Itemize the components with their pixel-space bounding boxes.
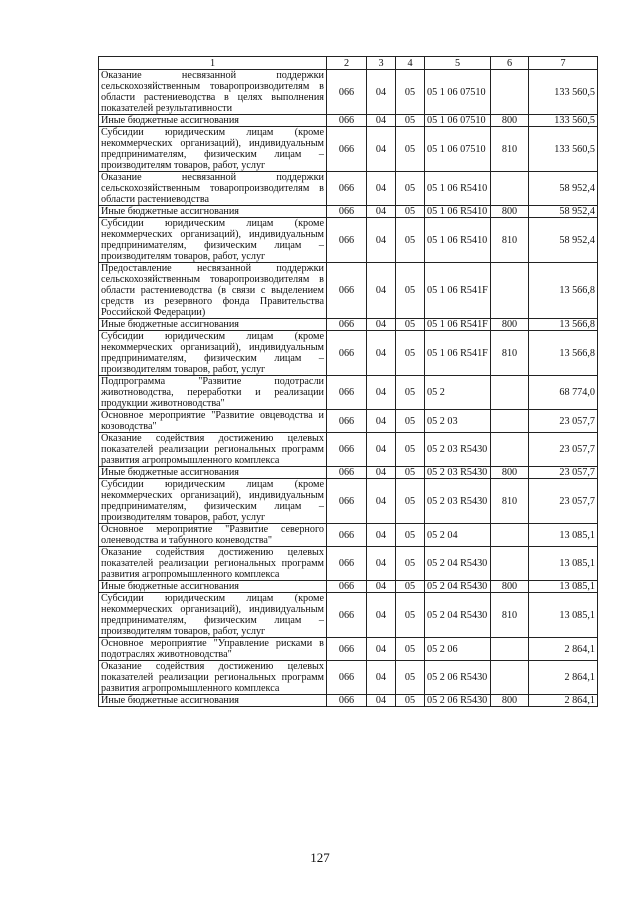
table-row xyxy=(99,127,598,172)
table-row xyxy=(99,695,598,707)
item-name-cell: Основное мероприятие "Развитие северного оленеводства и табунного коневодства" xyxy=(99,524,327,547)
section-code-cell: 04 xyxy=(367,172,396,206)
section-code-cell: 04 xyxy=(367,263,396,319)
subsection-code-cell: 05 xyxy=(396,410,425,433)
target-article-cell: 05 2 03 xyxy=(425,410,491,433)
table-row xyxy=(99,376,598,410)
expense-type-cell xyxy=(491,410,529,433)
ministry-code-cell: 066 xyxy=(327,127,367,172)
amount-cell: 13 085,1 xyxy=(529,547,598,581)
expense-type-cell xyxy=(491,70,529,115)
expense-type-cell: 810 xyxy=(491,593,529,638)
item-name-cell: Иные бюджетные ассигнования xyxy=(99,467,327,479)
item-name-cell: Субсидии юридическим лицам (кроме некоммерческих организаций), индивидуальным предпринимателям, физическим лицам – производителям товаров, работ, услуг xyxy=(99,479,327,524)
expense-type-cell: 810 xyxy=(491,218,529,263)
ministry-code-cell: 066 xyxy=(327,206,367,218)
header-cell: 4 xyxy=(396,57,425,70)
table-row xyxy=(99,172,598,206)
subsection-code-cell: 05 xyxy=(396,172,425,206)
table-row xyxy=(99,206,598,218)
ministry-code-cell: 066 xyxy=(327,263,367,319)
expense-type-cell: 810 xyxy=(491,127,529,172)
table-row xyxy=(99,70,598,115)
table-row xyxy=(99,479,598,524)
table-row xyxy=(99,524,598,547)
amount-cell: 68 774,0 xyxy=(529,376,598,410)
section-code-cell: 04 xyxy=(367,479,396,524)
ministry-code-cell: 066 xyxy=(327,593,367,638)
expense-type-cell xyxy=(491,376,529,410)
subsection-code-cell: 05 xyxy=(396,263,425,319)
item-name-cell: Оказание содействия достижению целевых показателей реализации региональных программ развития агропромышленного комплекса xyxy=(99,661,327,695)
expense-type-cell xyxy=(491,638,529,661)
section-code-cell: 04 xyxy=(367,127,396,172)
subsection-code-cell: 05 xyxy=(396,695,425,707)
section-code-cell: 04 xyxy=(367,319,396,331)
section-code-cell: 04 xyxy=(367,695,396,707)
section-code-cell: 04 xyxy=(367,115,396,127)
expense-type-cell: 800 xyxy=(491,467,529,479)
expense-type-cell: 800 xyxy=(491,206,529,218)
target-article-cell: 05 2 03 R5430 xyxy=(425,433,491,467)
ministry-code-cell: 066 xyxy=(327,172,367,206)
item-name-cell: Подпрограмма "Развитие подотрасли животноводства, переработки и реализации продукции животноводства" xyxy=(99,376,327,410)
subsection-code-cell: 05 xyxy=(396,433,425,467)
target-article-cell: 05 1 06 07510 xyxy=(425,115,491,127)
ministry-code-cell: 066 xyxy=(327,331,367,376)
target-article-cell: 05 2 xyxy=(425,376,491,410)
item-name-cell: Основное мероприятие "Управление рисками в подотраслях животноводства" xyxy=(99,638,327,661)
ministry-code-cell: 066 xyxy=(327,661,367,695)
ministry-code-cell: 066 xyxy=(327,410,367,433)
table-row xyxy=(99,547,598,581)
subsection-code-cell: 05 xyxy=(396,218,425,263)
expense-type-cell: 800 xyxy=(491,319,529,331)
target-article-cell: 05 1 06 R541F xyxy=(425,263,491,319)
subsection-code-cell: 05 xyxy=(396,638,425,661)
section-code-cell: 04 xyxy=(367,433,396,467)
ministry-code-cell: 066 xyxy=(327,433,367,467)
subsection-code-cell: 05 xyxy=(396,376,425,410)
amount-cell: 2 864,1 xyxy=(529,638,598,661)
header-cell: 6 xyxy=(491,57,529,70)
subsection-code-cell: 05 xyxy=(396,467,425,479)
amount-cell: 13 085,1 xyxy=(529,581,598,593)
item-name-cell: Субсидии юридическим лицам (кроме некоммерческих организаций), индивидуальным предпринимателям, физическим лицам – производителям товаров, работ, услуг xyxy=(99,127,327,172)
target-article-cell: 05 1 06 R541F xyxy=(425,331,491,376)
subsection-code-cell: 05 xyxy=(396,479,425,524)
table-header-row xyxy=(99,57,598,70)
expense-type-cell: 810 xyxy=(491,331,529,376)
item-name-cell: Основное мероприятие "Развитие овцеводства и козоводства" xyxy=(99,410,327,433)
amount-cell: 2 864,1 xyxy=(529,695,598,707)
item-name-cell: Субсидии юридическим лицам (кроме некоммерческих организаций), индивидуальным предпринимателям, физическим лицам – производителям товаров, работ, услуг xyxy=(99,593,327,638)
table-row xyxy=(99,433,598,467)
expense-type-cell: 810 xyxy=(491,479,529,524)
amount-cell: 13 566,8 xyxy=(529,319,598,331)
section-code-cell: 04 xyxy=(367,524,396,547)
table-row xyxy=(99,661,598,695)
expense-type-cell xyxy=(491,263,529,319)
expense-type-cell xyxy=(491,172,529,206)
amount-cell: 13 085,1 xyxy=(529,593,598,638)
amount-cell: 133 560,5 xyxy=(529,115,598,127)
amount-cell: 2 864,1 xyxy=(529,661,598,695)
item-name-cell: Иные бюджетные ассигнования xyxy=(99,581,327,593)
section-code-cell: 04 xyxy=(367,331,396,376)
section-code-cell: 04 xyxy=(367,410,396,433)
table-row xyxy=(99,467,598,479)
section-code-cell: 04 xyxy=(367,376,396,410)
target-article-cell: 05 2 04 R5430 xyxy=(425,581,491,593)
expense-type-cell xyxy=(491,661,529,695)
ministry-code-cell: 066 xyxy=(327,479,367,524)
subsection-code-cell: 05 xyxy=(396,319,425,331)
table-row xyxy=(99,581,598,593)
header-cell: 7 xyxy=(529,57,598,70)
item-name-cell: Иные бюджетные ассигнования xyxy=(99,206,327,218)
target-article-cell: 05 2 04 R5430 xyxy=(425,547,491,581)
ministry-code-cell: 066 xyxy=(327,581,367,593)
target-article-cell: 05 2 04 R5430 xyxy=(425,593,491,638)
amount-cell: 58 952,4 xyxy=(529,172,598,206)
amount-cell: 133 560,5 xyxy=(529,127,598,172)
item-name-cell: Оказание несвязанной поддержки сельскохозяйственным товаропроизводителям в области растениеводства в целях выполнения показателей результативности xyxy=(99,70,327,115)
table-row xyxy=(99,115,598,127)
ministry-code-cell: 066 xyxy=(327,115,367,127)
subsection-code-cell: 05 xyxy=(396,547,425,581)
target-article-cell: 05 2 06 R5430 xyxy=(425,661,491,695)
target-article-cell: 05 1 06 R5410 xyxy=(425,206,491,218)
expense-type-cell xyxy=(491,433,529,467)
target-article-cell: 05 1 06 R5410 xyxy=(425,218,491,263)
item-name-cell: Иные бюджетные ассигнования xyxy=(99,319,327,331)
target-article-cell: 05 2 06 R5430 xyxy=(425,695,491,707)
header-cell: 1 xyxy=(99,57,327,70)
amount-cell: 13 566,8 xyxy=(529,331,598,376)
target-article-cell: 05 1 06 07510 xyxy=(425,70,491,115)
amount-cell: 58 952,4 xyxy=(529,206,598,218)
item-name-cell: Субсидии юридическим лицам (кроме некоммерческих организаций), индивидуальным предпринимателям, физическим лицам – производителям товаров, работ, услуг xyxy=(99,218,327,263)
amount-cell: 23 057,7 xyxy=(529,410,598,433)
item-name-cell: Субсидии юридическим лицам (кроме некоммерческих организаций), индивидуальным предпринимателям, физическим лицам – производителям товаров, работ, услуг xyxy=(99,331,327,376)
section-code-cell: 04 xyxy=(367,70,396,115)
section-code-cell: 04 xyxy=(367,593,396,638)
section-code-cell: 04 xyxy=(367,467,396,479)
amount-cell: 23 057,7 xyxy=(529,433,598,467)
ministry-code-cell: 066 xyxy=(327,524,367,547)
expense-type-cell xyxy=(491,547,529,581)
amount-cell: 133 560,5 xyxy=(529,70,598,115)
item-name-cell: Предоставление несвязанной поддержки сельскохозяйственным товаропроизводителям в области растениеводства (в связи с выделением средств из резервного фонда Правительства Российской Федерации) xyxy=(99,263,327,319)
item-name-cell: Иные бюджетные ассигнования xyxy=(99,115,327,127)
expense-type-cell: 800 xyxy=(491,695,529,707)
target-article-cell: 05 2 03 R5430 xyxy=(425,479,491,524)
section-code-cell: 04 xyxy=(367,218,396,263)
section-code-cell: 04 xyxy=(367,661,396,695)
expense-type-cell: 800 xyxy=(491,581,529,593)
table-row xyxy=(99,638,598,661)
ministry-code-cell: 066 xyxy=(327,467,367,479)
subsection-code-cell: 05 xyxy=(396,661,425,695)
target-article-cell: 05 2 04 xyxy=(425,524,491,547)
amount-cell: 13 085,1 xyxy=(529,524,598,547)
ministry-code-cell: 066 xyxy=(327,638,367,661)
target-article-cell: 05 2 03 R5430 xyxy=(425,467,491,479)
ministry-code-cell: 066 xyxy=(327,319,367,331)
table-row xyxy=(99,410,598,433)
expense-type-cell xyxy=(491,524,529,547)
amount-cell: 23 057,7 xyxy=(529,479,598,524)
item-name-cell: Оказание содействия достижению целевых показателей реализации региональных программ развития агропромышленного комплекса xyxy=(99,433,327,467)
target-article-cell: 05 1 06 R541F xyxy=(425,319,491,331)
page-number: 127 xyxy=(310,850,330,865)
amount-cell: 13 566,8 xyxy=(529,263,598,319)
section-code-cell: 04 xyxy=(367,547,396,581)
subsection-code-cell: 05 xyxy=(396,331,425,376)
table-row xyxy=(99,319,598,331)
subsection-code-cell: 05 xyxy=(396,581,425,593)
table-row xyxy=(99,331,598,376)
header-cell: 5 xyxy=(425,57,491,70)
subsection-code-cell: 05 xyxy=(396,524,425,547)
header-cell: 2 xyxy=(327,57,367,70)
subsection-code-cell: 05 xyxy=(396,206,425,218)
target-article-cell: 05 2 06 xyxy=(425,638,491,661)
ministry-code-cell: 066 xyxy=(327,70,367,115)
table-row xyxy=(99,593,598,638)
amount-cell: 58 952,4 xyxy=(529,218,598,263)
item-name-cell: Оказание несвязанной поддержки сельскохозяйственным товаропроизводителям в области растениеводства xyxy=(99,172,327,206)
table-body xyxy=(99,70,598,707)
ministry-code-cell: 066 xyxy=(327,218,367,263)
target-article-cell: 05 1 06 R5410 xyxy=(425,172,491,206)
item-name-cell: Оказание содействия достижению целевых показателей реализации региональных программ развития агропромышленного комплекса xyxy=(99,547,327,581)
amount-cell: 23 057,7 xyxy=(529,467,598,479)
section-code-cell: 04 xyxy=(367,581,396,593)
ministry-code-cell: 066 xyxy=(327,376,367,410)
subsection-code-cell: 05 xyxy=(396,593,425,638)
budget-table xyxy=(98,56,598,707)
ministry-code-cell: 066 xyxy=(327,695,367,707)
ministry-code-cell: 066 xyxy=(327,547,367,581)
subsection-code-cell: 05 xyxy=(396,127,425,172)
header-cell: 3 xyxy=(367,57,396,70)
subsection-code-cell: 05 xyxy=(396,70,425,115)
section-code-cell: 04 xyxy=(367,206,396,218)
target-article-cell: 05 1 06 07510 xyxy=(425,127,491,172)
subsection-code-cell: 05 xyxy=(396,115,425,127)
expense-type-cell: 800 xyxy=(491,115,529,127)
table-row xyxy=(99,263,598,319)
table-row xyxy=(99,218,598,263)
item-name-cell: Иные бюджетные ассигнования xyxy=(99,695,327,707)
section-code-cell: 04 xyxy=(367,638,396,661)
